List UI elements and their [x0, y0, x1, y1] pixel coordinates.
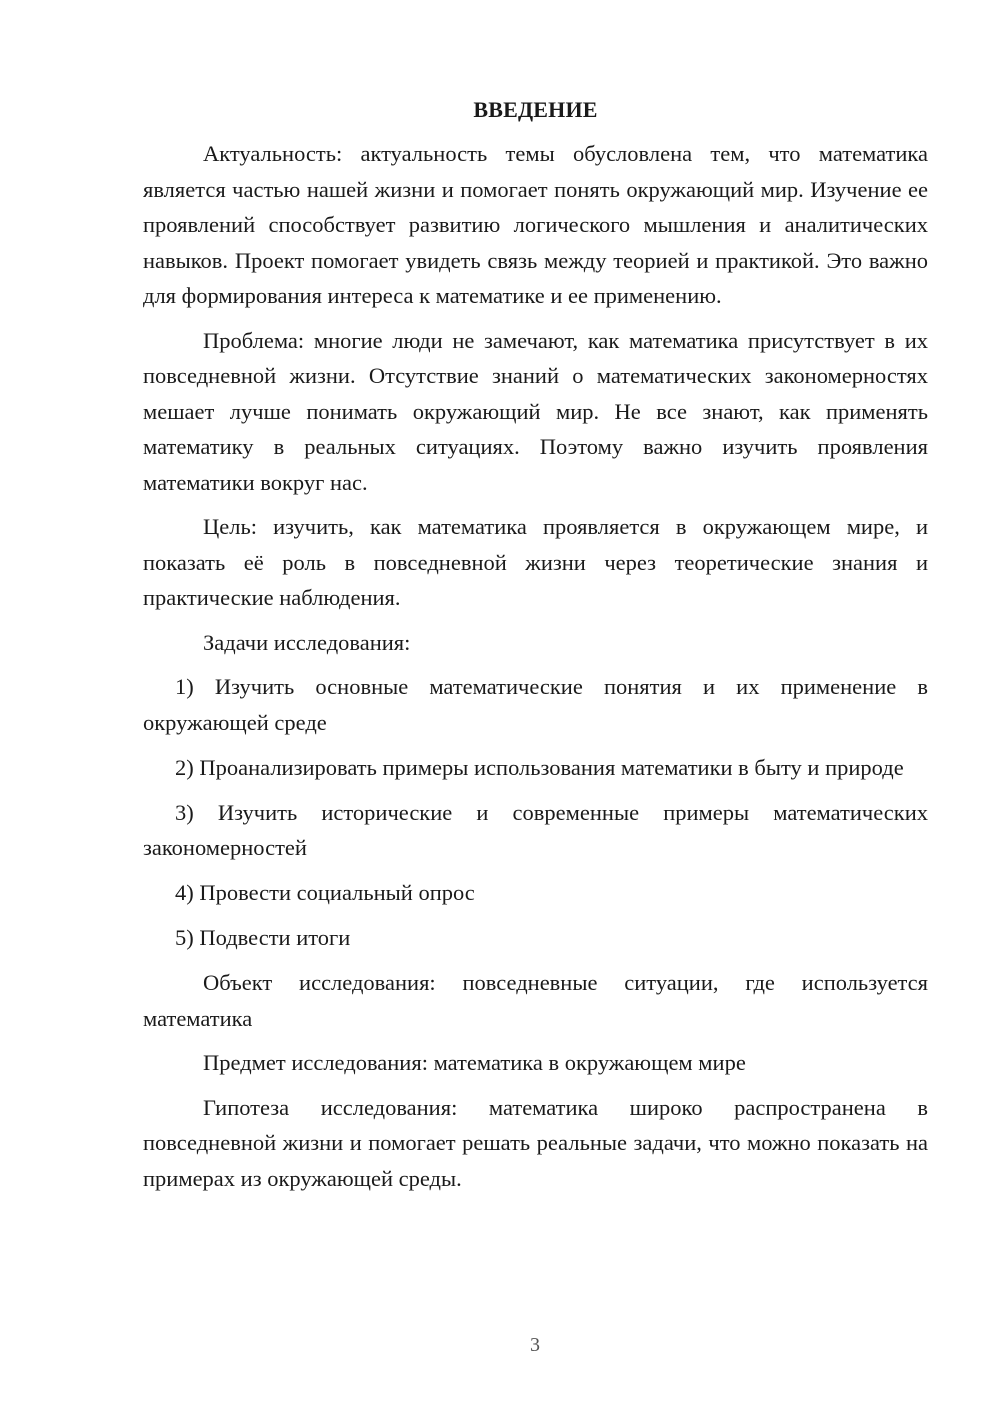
paragraph-object: Объект исследования: повседневные ситуации, где используется математика [143, 970, 928, 1031]
paragraph-hypothesis: Гипотеза исследования: математика широко распространена в повседневной жизни и помогает решать реальные задачи, что можно показать на примерах из окружающей среды. [143, 1094, 928, 1191]
page-title: ВВЕДЕНИЕ [473, 97, 598, 122]
paragraph-tasks-label: Задачи исследования: [203, 629, 411, 655]
paragraph-subject: Предмет исследования: математика в окружающем мире [203, 1050, 746, 1075]
page-number: 3 [530, 1334, 540, 1356]
paragraph-goal: Цель: изучить, как математика проявляется в окружающем мире, и показать её роль в повседневной жизни через теоретические знания и практические наблюдения. [143, 514, 928, 610]
task-item: 3) Изучить исторические и современные примеры математических закономерностей [143, 799, 928, 860]
paragraph-problem: Проблема: многие люди не замечают, как математика присутствует в их повседневной жизни. Отсутствие знаний о математических закономерностях мешает лучше понимать окружающий мир. Не все знают, как применять математику в реальных ситуациях. Поэтому важно изучить проявления математики вокруг нас. [143, 327, 928, 495]
task-item: 2) Проанализировать примеры использования математики в быту и природе [175, 754, 904, 780]
task-item: 1) Изучить основные математические понятия и их применение в окружающей среде [143, 674, 928, 735]
task-item: 5) Подвести итоги [175, 925, 351, 950]
paragraph-relevance: Актуальность: актуальность темы обусловлена тем, что математика является частью нашей жизни и помогает понять окружающий мир. Изучение ее проявлений способствует развитию логического мышления и аналитических навыков. Проект помогает увидеть связь между теорией и практикой. Это важно для формирования интереса к математике и ее применению. [143, 141, 928, 308]
document-page [143, 94, 928, 1205]
task-item: 4) Провести социальный опрос [175, 880, 475, 905]
